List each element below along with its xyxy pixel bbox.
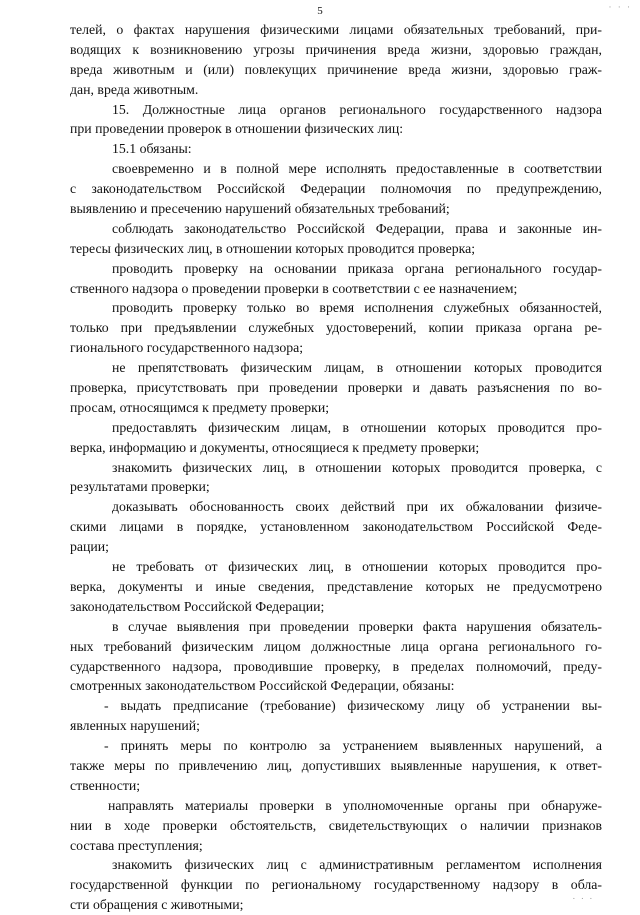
text-line: доказывать обоснованность своих действий при их обжаловании физиче- [112,499,602,515]
text-line: государственной функции по региональному государственному надзору в обла- [70,877,602,893]
page-number: 5 [317,5,323,17]
text-line: 15. Должностные лица органов регионального государственного надзора [112,101,602,117]
text-line: своевременно и в полной мере исполнять предоставленные в соответствии [112,161,602,177]
text-line: верка, информацию и документы, относящиеся к предмету проверки; [70,439,480,455]
text-line: выявлению и пресечению нарушений обязательных требований; [70,201,450,217]
text-line: не требовать от физических лиц, в отношении которых проводится про- [112,559,602,575]
text-line: смотренных законодательством Российской Федерации, обязаны: [70,678,455,694]
text-line: телей, о фактах нарушения физическими лицами обязательных требований, при- [70,22,602,37]
document-body [70,20,602,915]
text-line: предоставлять физическим лицам, в отношении которых проводится про- [112,419,602,435]
text-line: вреда животным и (или) повлекущих причинение вреда жизни, здоровью граж- [70,61,602,77]
text-line: соблюдать законодательство Российской Федерации, права и законные ин- [112,220,602,236]
text-line: при проведении проверок в отношении физических лиц: [70,121,404,137]
text-line: 15.1 обязаны: [112,141,192,157]
scan-mark-top: · · · [608,2,632,12]
text-line: - принять меры по контролю за устранением выявленных нарушений, а [104,738,602,754]
text-line: нии в ходе проверки обстоятельств, свидетельствующих о наличии признаков [70,817,602,833]
text-line: гионального государственного надзора; [70,340,304,356]
text-line: в случае выявления при проведении проверки факта нарушения обязатель- [112,618,602,634]
text-line: законодательством Российской Федерации; [70,598,325,614]
text-line: ственности; [70,777,141,793]
text-line: знакомить физических лиц с административным регламентом исполнения [112,857,602,873]
text-line: скими лицами в порядке, установленном законодательством Российской Феде- [70,519,602,535]
text-line: не препятствовать физическим лицам, в отношении которых проводится [112,360,602,376]
text-line: верка, документы и иные сведения, представление которых не предусмотрено [70,578,602,594]
text-line: ственного надзора о проведении проверки в соответствии с ее назначением; [70,280,518,296]
scan-mark-bottom: . . . [572,891,594,901]
text-line: проводить проверку на основании приказа органа регионального государ- [112,260,602,276]
text-line: только при предъявлении служебных удостоверений, копии приказа органа ре- [70,320,602,336]
text-line: водящих к возникновению угрозы причинения вреда жизни, здоровью граждан, [70,41,602,57]
text-line: также меры по привлечению лиц, допустивших выявленные нарушения, к ответ- [70,757,602,773]
text-line: явленных нарушений; [70,718,200,734]
text-line: проверка, присутствовать при проведении проверки и давать разъяснения по во- [70,380,602,396]
text-line: сударственного надзора, проводившие проверку, в пределах полномочий, преду- [70,658,602,674]
text-line: результатами проверки; [70,479,210,495]
text-line: - выдать предписание (требование) физическому лицу об устранении вы- [104,698,602,714]
text-line: тересы физических лиц, в отношении которых проводится проверка; [70,240,476,256]
text-line: направлять материалы проверки в уполномоченные органы при обнаруже- [108,797,602,813]
text-line: с законодательством Российской Федерации полномочия по предупреждению, [70,181,602,197]
text-line: рации; [70,539,110,555]
text-line: сти обращения с животными; [70,897,244,913]
text-line: знакомить физических лиц, в отношении которых проводится проверка, с [112,459,602,475]
text-line: ных требований физическим лицом должностные лица органа регионального го- [70,638,602,654]
text-line: проводить проверку только во время исполнения служебных обязанностей, [112,300,602,316]
text-line: просам, относящимся к предмету проверки; [70,399,330,415]
text-line: состава преступления; [70,837,203,853]
text-line: дан, вреда животным. [70,81,199,97]
